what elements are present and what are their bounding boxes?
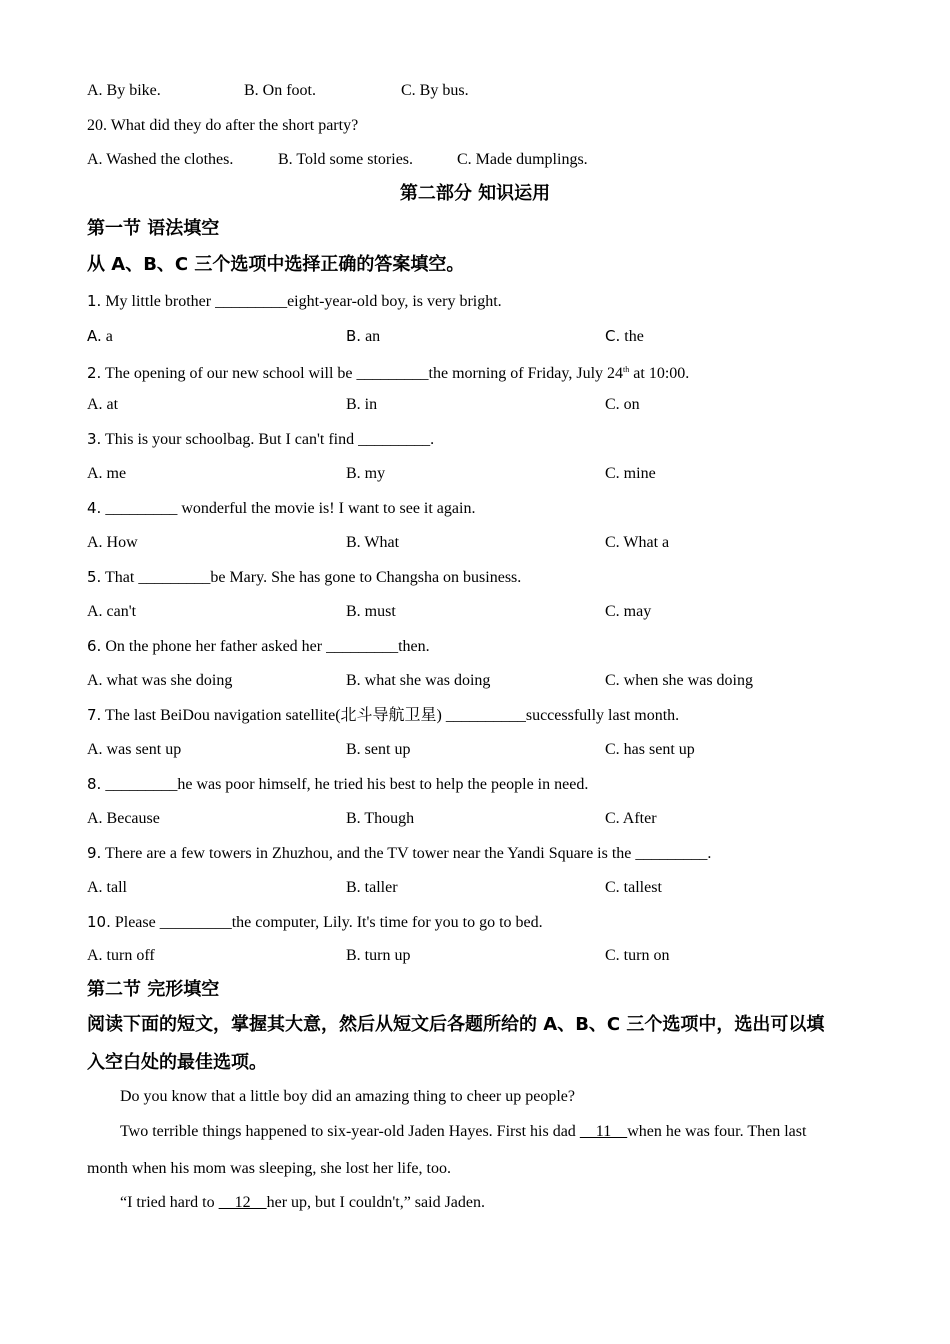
passage-paragraph-2-line2: month when his mom was sleeping, she lost her life, too. bbox=[87, 1160, 451, 1177]
question-stem: On the phone her father asked her _________then. bbox=[105, 638, 430, 655]
q7-option-c: C. has sent up bbox=[605, 741, 695, 758]
question-stem: Please _________the computer, Lily. It's time for you to go to bed. bbox=[114, 914, 543, 931]
q3-option-a: A. me bbox=[87, 465, 127, 482]
question-5 bbox=[87, 567, 870, 588]
question-number: 5. bbox=[87, 568, 102, 586]
question-number: 10. bbox=[87, 913, 111, 931]
q9-option-b: B. taller bbox=[346, 879, 398, 896]
passage-text: Two terrible things happened to six-year-old Jaden Hayes. First his dad bbox=[120, 1123, 580, 1140]
question-number: 1. bbox=[87, 292, 102, 310]
q8-option-b: B. Though bbox=[346, 810, 415, 827]
q2-option-a: A. at bbox=[87, 396, 119, 413]
question-stem-end: at 10:00. bbox=[629, 365, 690, 382]
question-number: 3. bbox=[87, 430, 102, 448]
q8-option-a: A. Because bbox=[87, 810, 160, 827]
question-stem: _________he was poor himself, he tried his best to help the people in need. bbox=[105, 776, 589, 793]
part-title: 第二部分 知识运用 bbox=[399, 183, 551, 204]
passage-text: her up, but I couldn't,” said Jaden. bbox=[266, 1194, 486, 1211]
q10-option-c: C. turn on bbox=[605, 947, 670, 964]
option-letter: A. bbox=[87, 327, 102, 345]
q1-option-b bbox=[346, 326, 380, 347]
question-6 bbox=[87, 636, 870, 657]
question-1 bbox=[87, 291, 870, 312]
section2-instruction-line1: 阅读下面的短文，掌握其大意，然后从短文后各题所给的 A、B、C 三个选项中，选出可以填 bbox=[87, 1014, 825, 1035]
q3-option-c: C. mine bbox=[605, 465, 656, 482]
question-number: 7. bbox=[87, 706, 102, 724]
blank-12: 12 bbox=[218, 1194, 267, 1211]
q19-option-c: C. By bus. bbox=[401, 82, 469, 99]
q4-option-c: C. What a bbox=[605, 534, 670, 551]
option-text: the bbox=[624, 328, 644, 345]
q7-option-b: B. sent up bbox=[346, 741, 411, 758]
option-letter: B. bbox=[346, 327, 362, 345]
passage-text: when he was four. Then last bbox=[627, 1123, 807, 1140]
question-stem: There are a few towers in Zhuzhou, and the TV tower near the Yandi Square is the _________. bbox=[105, 845, 712, 862]
q9-option-a: A. tall bbox=[87, 879, 127, 896]
question-number: 8. bbox=[87, 775, 102, 793]
q5-option-a: A. can't bbox=[87, 603, 137, 620]
q2-option-b: B. in bbox=[346, 396, 378, 413]
question-stem: The opening of our new school will be _________the morning of Friday, July 24 bbox=[105, 365, 624, 382]
q5-option-c: C. may bbox=[605, 603, 652, 620]
question-stem: This is your schoolbag. But I can't find _________. bbox=[105, 431, 435, 448]
question-stem: The last BeiDou navigation satellite(北斗导航卫星) __________successfully last month. bbox=[105, 707, 680, 724]
q8-option-c: C. After bbox=[605, 810, 657, 827]
q19-option-a: A. By bike. bbox=[87, 82, 161, 99]
passage-paragraph-1: Do you know that a little boy did an amazing thing to cheer up people? bbox=[120, 1088, 575, 1105]
q20-option-a: A. Washed the clothes. bbox=[87, 151, 234, 168]
option-letter: C. bbox=[605, 327, 621, 345]
q7-option-a: A. was sent up bbox=[87, 741, 182, 758]
option-text: a bbox=[105, 328, 113, 345]
section2-title: 第二节 完形填空 bbox=[87, 979, 220, 1000]
section1-instruction: 从 A、B、C 三个选项中选择正确的答案填空。 bbox=[87, 254, 465, 275]
q5-option-b: B. must bbox=[346, 603, 396, 620]
q1-option-a bbox=[87, 326, 113, 347]
q6-option-c: C. when she was doing bbox=[605, 672, 753, 689]
question-number: 2. bbox=[87, 364, 102, 382]
q19-option-b: B. On foot. bbox=[244, 82, 316, 99]
q20-stem: 20. What did they do after the short party? bbox=[87, 117, 359, 134]
question-8 bbox=[87, 774, 870, 795]
q20-option-b: B. Told some stories. bbox=[278, 151, 414, 168]
q9-option-c: C. tallest bbox=[605, 879, 662, 896]
question-7 bbox=[87, 705, 870, 726]
passage-paragraph-2 bbox=[120, 1122, 870, 1142]
q6-option-a: A. what was she doing bbox=[87, 672, 233, 689]
superscript: th bbox=[623, 365, 630, 374]
question-stem: That _________be Mary. She has gone to Changsha on business. bbox=[105, 569, 522, 586]
q6-option-b: B. what she was doing bbox=[346, 672, 491, 689]
blank-11: 11 bbox=[579, 1123, 628, 1140]
option-text: an bbox=[365, 328, 381, 345]
question-stem: My little brother _________eight-year-old boy, is very bright. bbox=[105, 293, 502, 310]
question-10 bbox=[87, 912, 870, 933]
question-2 bbox=[87, 360, 870, 384]
q3-option-b: B. my bbox=[346, 465, 386, 482]
q2-option-c: C. on bbox=[605, 396, 640, 413]
passage-paragraph-3 bbox=[120, 1193, 870, 1213]
q10-option-b: B. turn up bbox=[346, 947, 411, 964]
question-number: 4. bbox=[87, 499, 102, 517]
section1-title: 第一节 语法填空 bbox=[87, 218, 220, 239]
question-number: 6. bbox=[87, 637, 102, 655]
question-number: 9. bbox=[87, 844, 102, 862]
q10-option-a: A. turn off bbox=[87, 947, 155, 964]
question-4 bbox=[87, 498, 870, 519]
q4-option-a: A. How bbox=[87, 534, 138, 551]
q20-option-c: C. Made dumplings. bbox=[457, 151, 588, 168]
passage-text: “I tried hard to bbox=[120, 1194, 219, 1211]
question-9 bbox=[87, 843, 870, 864]
q1-option-c bbox=[605, 326, 644, 347]
section2-instruction-line2: 入空白处的最佳选项。 bbox=[87, 1052, 267, 1073]
q4-option-b: B. What bbox=[346, 534, 400, 551]
question-stem: _________ wonderful the movie is! I want to see it again. bbox=[105, 500, 476, 517]
question-3 bbox=[87, 429, 870, 450]
